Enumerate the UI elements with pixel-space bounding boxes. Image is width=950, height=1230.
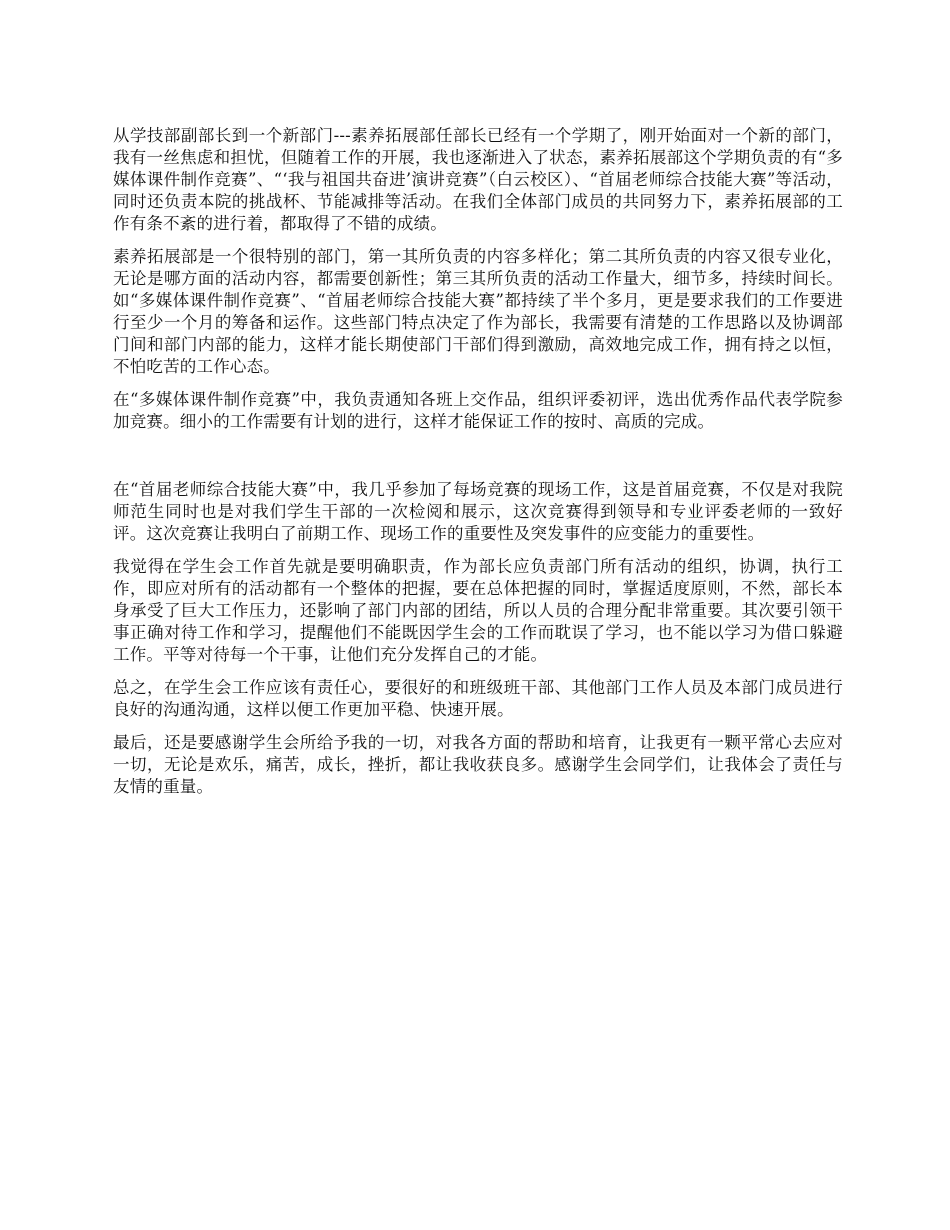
paragraph-5: 我觉得在学生会工作首先就是要明确职责，作为部长应负责部门所有活动的组织，协调，执行工作，即应对所有的活动都有一个整体的把握，要在总体把握的同时，掌握适度原则，不然，部长本身承受了巨大工作压力，还影响了部门内部的团结，所以人员的合理分配非常重要。其次要引领干事正确对待工作和学习，提醒他们不能既因学生会的工作而耽误了学习，也不能以学习为借口躲避工作。平等对待每一个干事，让他们充分发挥自己的才能。 (113, 557, 843, 664)
document-body (113, 125, 843, 809)
paragraph-1: 从学技部副部长到一个新部门---素养拓展部任部长已经有一个学期了，刚开始面对一个新的部门，我有一丝焦虑和担忧，但随着工作的开展，我也逐渐进入了状态，素养拓展部这个学期负责的有“多媒体课件制作竞赛”、“‘我与祖国共奋进’演讲竞赛”（白云校区）、“首届老师综合技能大赛”等活动，同时还负责本院的挑战杯、节能减排等活动。在我们全体部门成员的共同努力下，素养拓展部的工作有条不紊的进行着，都取得了不错的成绩。 (113, 126, 843, 233)
paragraph-7: 最后，还是要感谢学生会所给予我的一切，对我各方面的帮助和培育，让我更有一颗平常心去应对一切，无论是欢乐，痛苦，成长，挫折，都让我收获良多。感谢学生会同学们，让我体会了责任与友情的重量。 (113, 733, 843, 796)
paragraph-6: 总之，在学生会工作应该有责任心，要很好的和班级班干部、其他部门工作人员及本部门成员进行良好的沟通沟通，这样以便工作更加平稳、快速开展。 (113, 678, 843, 719)
paragraph-4: 在“首届老师综合技能大赛”中，我几乎参加了每场竞赛的现场工作，这是首届竞赛，不仅是对我院师范生同时也是对我们学生干部的一次检阅和展示，这次竞赛得到领导和专业评委老师的一致好评。这次竞赛让我明白了前期工作、现场工作的重要性及突发事件的应变能力的重要性。 (113, 480, 843, 543)
paragraph-2: 素养拓展部是一个很特别的部门，第一其所负责的内容多样化；第二其所负责的内容又很专业化，无论是哪方面的活动内容，都需要创新性；第三其所负责的活动工作量大，细节多，持续时间长。如“多媒体课件制作竞赛”、“首届老师综合技能大赛”都持续了半个多月，更是要求我们的工作要进行至少一个月的筹备和运作。这些部门特点决定了作为部长，我需要有清楚的工作思路以及协调部门间和部门内部的能力，这样才能长期使部门干部们得到激励，高效地完成工作，拥有持之以恒，不怕吃苦的工作心态。 (113, 247, 843, 376)
paragraph-3: 在“多媒体课件制作竞赛”中，我负责通知各班上交作品，组织评委初评，选出优秀作品代表学院参加竞赛。细小的工作需要有计划的进行，这样才能保证工作的按时、高质的完成。 (113, 390, 843, 431)
paragraph-gap (113, 444, 843, 479)
